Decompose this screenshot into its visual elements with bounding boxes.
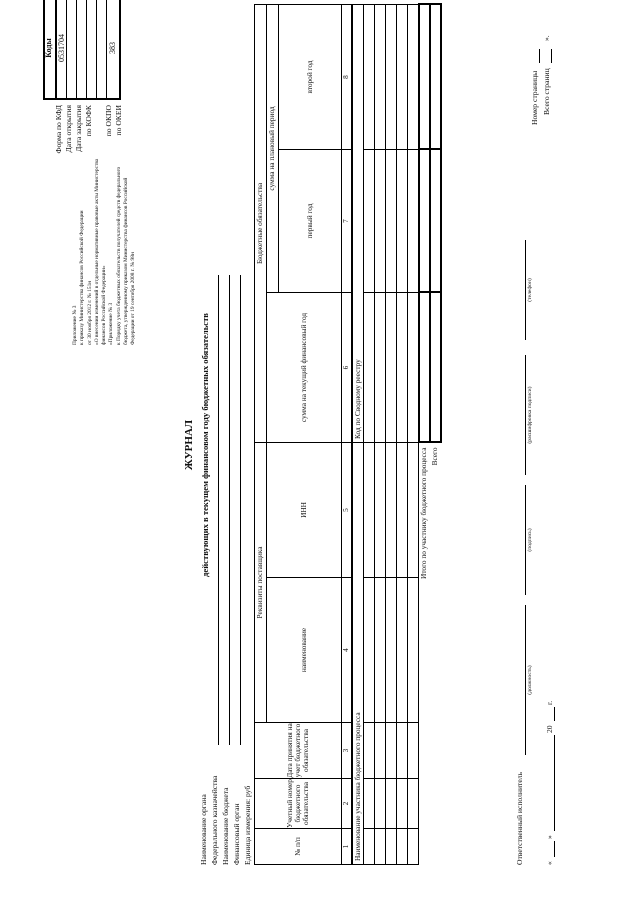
appendix-line: к приказу Министерства финансов Российской Федерации [79,210,86,345]
header-second-year: второй год [279,4,342,149]
line-phone [525,240,526,340]
label-budget: Наименование бюджета [221,787,230,865]
header-supplier: Реквизиты поставщика [255,443,267,723]
appendix-line: Федерации от 19 сентября 2008 г. № 98н [130,252,137,345]
appendix-line: бюджета, утвержденному приказом Министерства финансов Российской [123,177,130,345]
header-first-year: первый год [279,150,342,293]
total-all-current [430,293,441,443]
table-row [364,4,375,864]
line-decoding [525,355,526,475]
line-signature [525,485,526,595]
label-date-open: Дата открытия [64,105,73,153]
header-inn: ИНН [267,443,342,578]
label-form-kfd: Форма по КФД [54,105,63,154]
label-treasury: Федерального казначейства [210,775,219,865]
appendix-line: Приложение № 3 [72,305,78,345]
caption-position: (должность) [527,665,533,695]
year-suffix: г. [545,700,554,705]
registry-label: Код по Сводному реестру [352,359,362,439]
appendix-line: от 30 ноября 2012 г. № 151н [86,280,93,345]
participant-row [352,443,364,865]
appendix-line: к Порядку учета бюджетных обязательств получателей средств федерального [115,166,122,345]
header-num: № п/п [255,829,342,865]
header-current-year: сумма на текущий финансовый год [267,293,342,443]
label-organ: Наименование органа [199,794,208,865]
codes-box [43,0,121,100]
header-date-accept: Дата принятия на учет бюджетного обязательства [255,723,342,779]
appendix-line: финансов Российской Федерации» [101,265,108,345]
line-total-pages [551,49,552,63]
year-prefix: 20 [545,725,554,733]
code-kfd: 0531704 [55,0,67,98]
fill-line-fin-organ [240,275,241,745]
col-number: 3 [342,723,352,779]
total-all-label: Всего [429,447,439,466]
table-row [375,4,386,864]
line-page-number [539,49,540,63]
header-name: наименование [267,578,342,723]
table-row [397,4,408,864]
caption-signature: (подпись) [527,528,533,552]
total-participant-first [419,150,430,293]
total-participant-label: Итого по участнику бюджетного процесса [419,443,430,865]
total-participant-second [419,4,430,149]
total-pages-label: Всего страниц [542,68,551,115]
date-close-quote: » [545,835,554,839]
responsible-label: Ответственный исполнитель [515,772,524,865]
registry-cell [352,4,364,442]
doc-title: ЖУРНАЛ [183,419,195,471]
end-mark: ». [542,35,551,41]
line-position [525,605,526,755]
table-row [408,4,419,864]
col-number: 5 [342,443,352,578]
label-okpo: по ОКПО [104,105,113,137]
line-day [554,841,555,857]
page-number-label: Номер страницы [530,70,539,125]
appendix-line: «Приложение № 3 [108,302,115,345]
table-row [386,4,397,864]
caption-phone: (телефон) [527,278,533,302]
label-okei: по ОКЕИ [114,105,123,136]
col-number: 4 [342,578,352,723]
col-number: 8 [342,4,352,149]
total-all-second [430,4,441,149]
header-obligations: Бюджетные обязательства [255,4,267,442]
caption-decoding: (расшифровка подписи) [527,386,533,444]
col-number: 1 [342,829,352,865]
header-plan-period: сумма на плановый период [267,4,279,292]
label-kofk: по КОФК [84,105,93,137]
header-reg-num: Учетный номер бюджетного обязательства [255,779,342,829]
journal-table [254,3,442,865]
participant-label: Наименование участника бюджетного процесса [352,712,362,861]
line-year [554,707,555,721]
code-okei: 383 [106,0,118,98]
total-all-first [430,150,441,293]
line-month [554,735,555,831]
col-number: 6 [342,293,352,443]
col-number: 7 [342,150,352,293]
date-open-quote: « [545,861,554,865]
appendix-line: «О внесении изменений в отдельные нормативные правовые акты Министерства [93,158,100,345]
label-date-close: Дата закрытия [74,105,83,152]
total-participant-current [419,293,430,443]
fill-line-budget [229,275,230,745]
doc-subtitle: действующих в текущем финансовом году бюджетных обязательств [200,313,210,577]
codes-header: Коды [44,38,53,58]
label-unit: Единица измерения: руб [243,785,252,865]
col-number: 2 [342,779,352,829]
fill-line-treasury [218,275,219,745]
label-fin-organ: Финансовый орган [232,803,241,865]
